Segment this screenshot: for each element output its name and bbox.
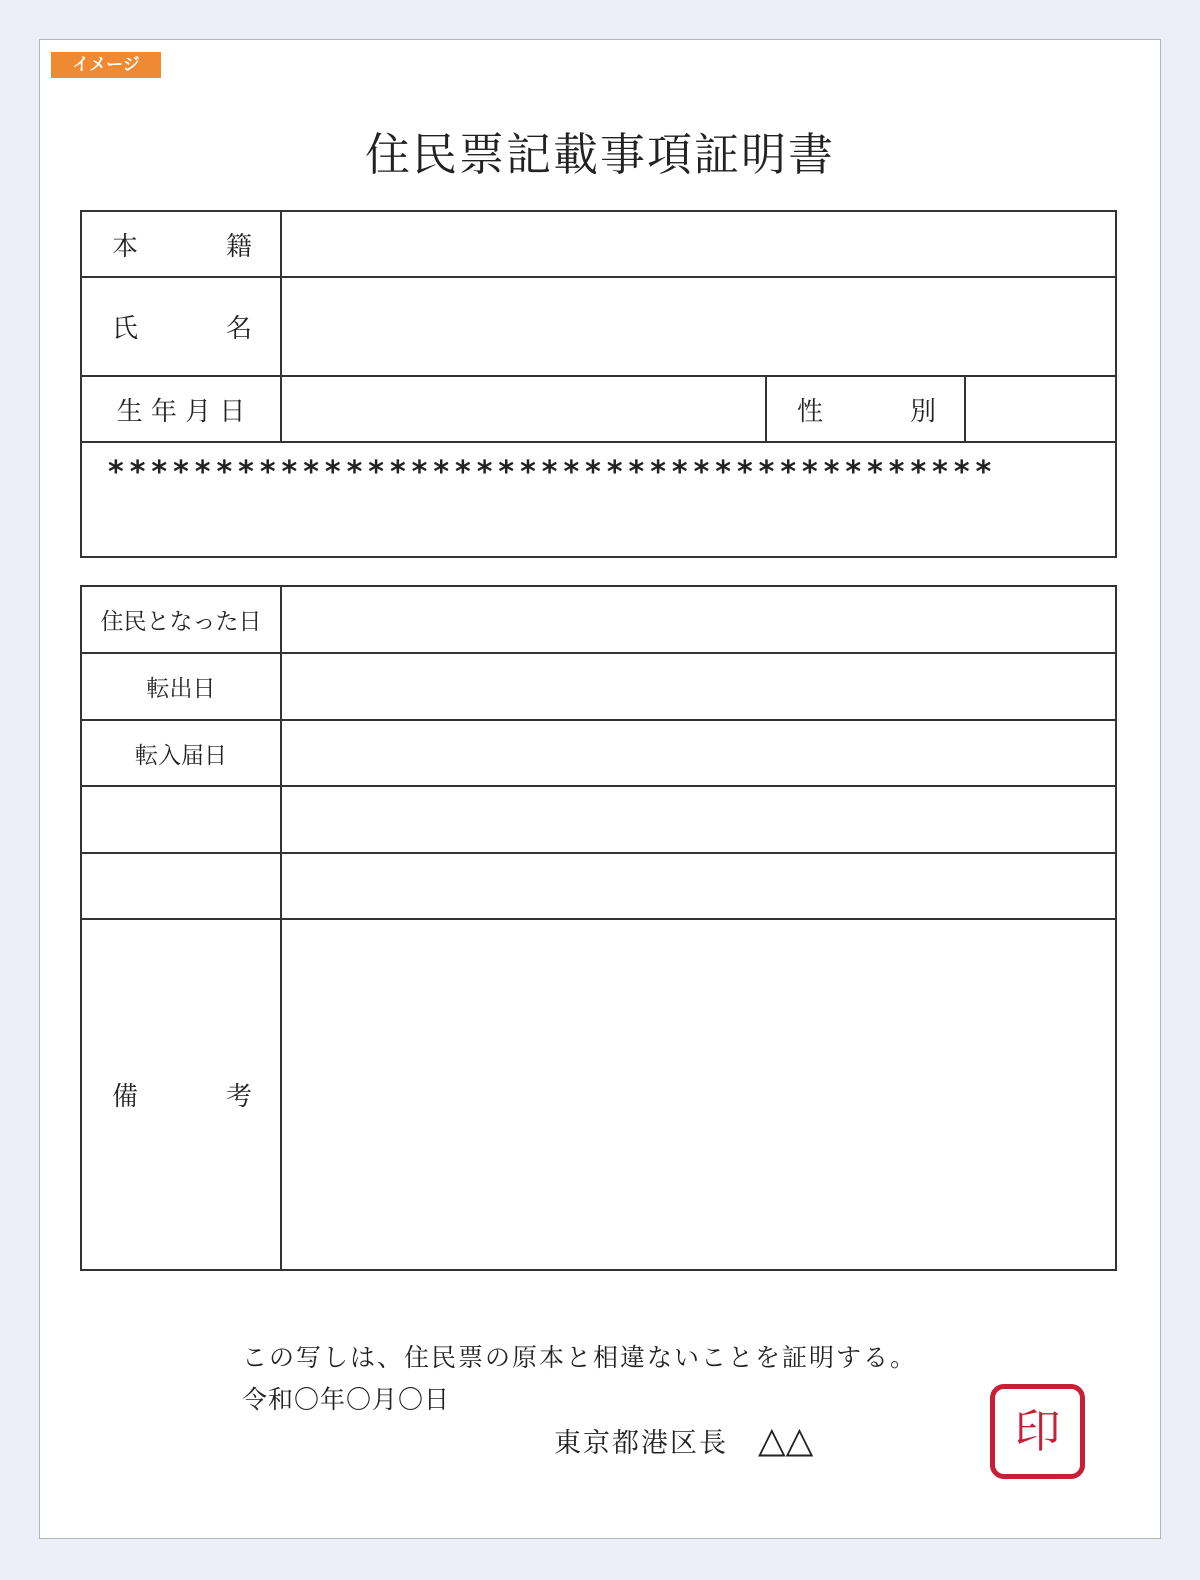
issuer xyxy=(554,1420,813,1461)
value-blank-1 xyxy=(281,786,1116,853)
label-movein-date: 転入届日 xyxy=(81,720,281,786)
document-title: 住民票記載事項証明書 xyxy=(364,128,835,181)
label-blank-1 xyxy=(81,786,281,853)
row-masked xyxy=(81,442,1116,557)
residence-history-table xyxy=(80,585,1117,1271)
certification-date: 令和〇年〇月〇日 xyxy=(242,1385,451,1414)
label-birthdate: 生 年 月 日 xyxy=(81,376,281,442)
issuer-signature: △△ xyxy=(758,1420,814,1461)
row-shimei xyxy=(81,277,1116,376)
masked-text: ***************************************** xyxy=(81,442,1116,557)
row-blank-1 xyxy=(81,786,1116,853)
label-honseki: 本 籍 xyxy=(81,211,281,277)
label-moveout-date: 転出日 xyxy=(81,653,281,720)
issuer-title: 東京都港区長 xyxy=(554,1428,728,1459)
row-blank-2 xyxy=(81,853,1116,919)
image-badge: イメージ xyxy=(51,52,161,78)
value-shimei xyxy=(281,277,1116,376)
label-gender: 性 別 xyxy=(766,376,965,442)
row-resident-date xyxy=(81,586,1116,653)
value-birthdate xyxy=(281,376,766,442)
row-moveout-date xyxy=(81,653,1116,720)
value-gender xyxy=(965,376,1116,442)
value-blank-2 xyxy=(281,853,1116,919)
value-honseki xyxy=(281,211,1116,277)
official-seal: 印 xyxy=(990,1384,1085,1479)
certificate-document xyxy=(39,39,1161,1539)
label-shimei: 氏 名 xyxy=(81,277,281,376)
value-remarks xyxy=(281,919,1116,1270)
certification-statement: この写しは、住民票の原本と相違ないことを証明する。 xyxy=(242,1343,918,1372)
label-blank-2 xyxy=(81,853,281,919)
label-resident-date: 住民となった日 xyxy=(81,586,281,653)
row-honseki xyxy=(81,211,1116,277)
personal-info-table xyxy=(80,210,1117,558)
value-movein-date xyxy=(281,720,1116,786)
row-remarks xyxy=(81,919,1116,1270)
row-movein-date xyxy=(81,720,1116,786)
label-remarks: 備 考 xyxy=(81,919,281,1270)
row-birth-gender xyxy=(81,376,1116,442)
value-resident-date xyxy=(281,586,1116,653)
value-moveout-date xyxy=(281,653,1116,720)
